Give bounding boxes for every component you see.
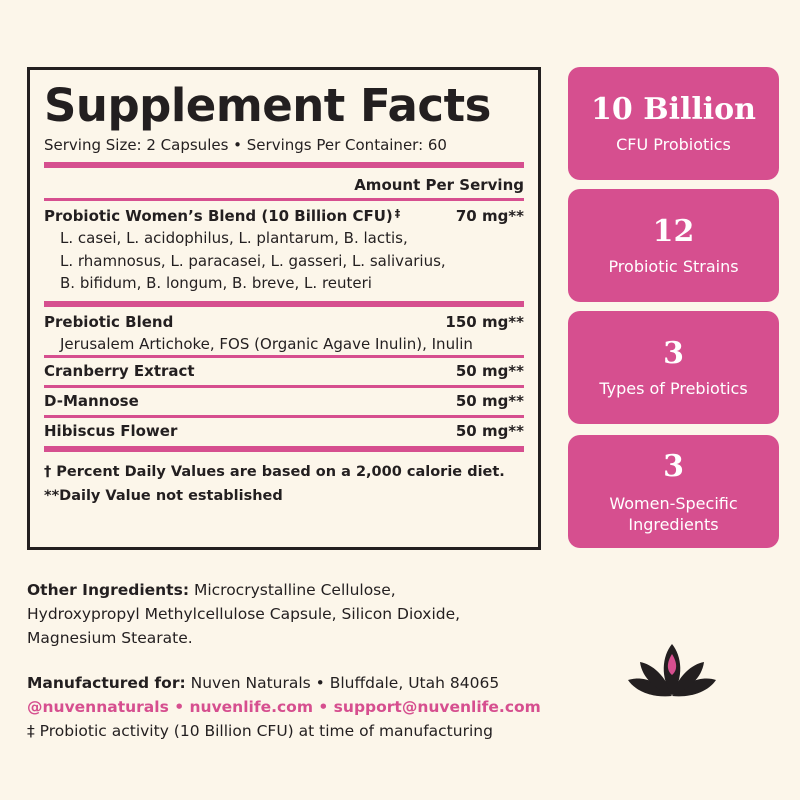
other-ingredients-line: Hydroxypropyl Methylcellulose Capsule, Silicon Dioxide, — [27, 605, 461, 623]
manufacturer-text: Nuven Naturals • Bluffdale, Utah 84065 — [185, 674, 500, 692]
manufacturer-label: Manufactured for: — [27, 674, 186, 692]
prebiotic-blend-amount: 150 mg** — [445, 312, 524, 331]
prebiotic-blend-name: Prebiotic Blend — [44, 312, 174, 331]
probiotic-blend-name-wrap — [44, 205, 400, 227]
divider-thick — [44, 162, 524, 168]
footnote-daily-values: † Percent Daily Values are based on a 2,000 calorie diet. — [44, 464, 505, 480]
manufacturer-info — [27, 671, 587, 743]
probiotic-blend-amount: 70 mg** — [455, 207, 524, 225]
strain-line: L. rhamnosus, L. paracasei, L. gasseri, L. salivarius, — [60, 251, 446, 270]
badge-value: 3 — [663, 336, 684, 371]
divider — [44, 385, 524, 388]
footnotes — [44, 460, 524, 508]
hibiscus-row — [44, 420, 524, 442]
facts-title: Supplement Facts — [44, 79, 491, 132]
badge-strains — [568, 189, 779, 302]
other-ingredients-text: Microcrystalline Cellulose, — [189, 581, 396, 599]
footnote-not-established: **Daily Value not established — [44, 488, 283, 504]
prebiotic-ingredients — [44, 333, 524, 356]
badge-value: 10 Billion — [591, 92, 756, 127]
badge-label: CFU Probiotics — [616, 135, 731, 154]
strain-line: B. bifidum, B. longum, B. breve, L. reuteri — [60, 274, 372, 292]
ingredient-amount: 50 mg** — [455, 392, 524, 410]
prebiotic-blend-row — [44, 311, 524, 333]
badge-cfu — [568, 67, 779, 180]
ingredient-name: Cranberry Extract — [44, 362, 195, 380]
other-ingredients — [27, 578, 567, 650]
cranberry-row — [44, 360, 524, 382]
divider — [44, 355, 524, 358]
manufacturer-line — [27, 671, 587, 695]
probiotic-blend-mark: ‡ — [394, 207, 401, 220]
ingredient-name: D-Mannose — [44, 392, 139, 410]
contact-links: @nuvennaturals • nuvenlife.com • support@nuvenlife.com — [27, 698, 541, 716]
other-ingredients-line — [27, 578, 567, 602]
other-ingredients-label: Other Ingredients: — [27, 581, 190, 599]
badge-women-specific — [568, 435, 779, 548]
probiotic-blend-name: Probiotic Women’s Blend (10 Billion CFU) — [44, 207, 393, 225]
badge-label — [609, 493, 737, 535]
divider-thick — [44, 446, 524, 452]
divider — [44, 415, 524, 418]
badge-prebiotics — [568, 311, 779, 424]
supplement-facts-panel — [27, 67, 541, 550]
probiotic-strains-list — [44, 227, 524, 295]
ingredient-amount: 50 mg** — [455, 362, 524, 380]
divider — [44, 198, 524, 201]
probiotic-activity-note: ‡ Probiotic activity (10 Billion CFU) at time of manufacturing — [27, 722, 493, 740]
badge-label: Types of Prebiotics — [599, 379, 748, 398]
ingredient-amount: 50 mg** — [455, 422, 524, 440]
prebiotic-line: Jerusalem Artichoke, FOS (Organic Agave Inulin), Inulin — [60, 334, 473, 353]
serving-info: Serving Size: 2 Capsules • Servings Per Container: 60 — [44, 136, 447, 154]
probiotic-blend-row — [44, 205, 524, 227]
badge-value: 3 — [663, 448, 684, 484]
lotus-icon — [626, 640, 718, 700]
strain-line: L. casei, L. acidophilus, L. plantarum, B. lactis, — [60, 229, 408, 247]
d-mannose-row — [44, 390, 524, 412]
divider-thick — [44, 301, 524, 307]
badge-value: 12 — [652, 214, 695, 249]
other-ingredients-line: Magnesium Stearate. — [27, 629, 193, 647]
badge-label-line: Women-Specific — [609, 493, 738, 513]
badge-label: Probiotic Strains — [608, 257, 739, 276]
badge-label-line: Ingredients — [628, 514, 719, 534]
ingredient-name: Hibiscus Flower — [44, 422, 178, 440]
amount-per-serving-header: Amount Per Serving — [354, 176, 524, 194]
